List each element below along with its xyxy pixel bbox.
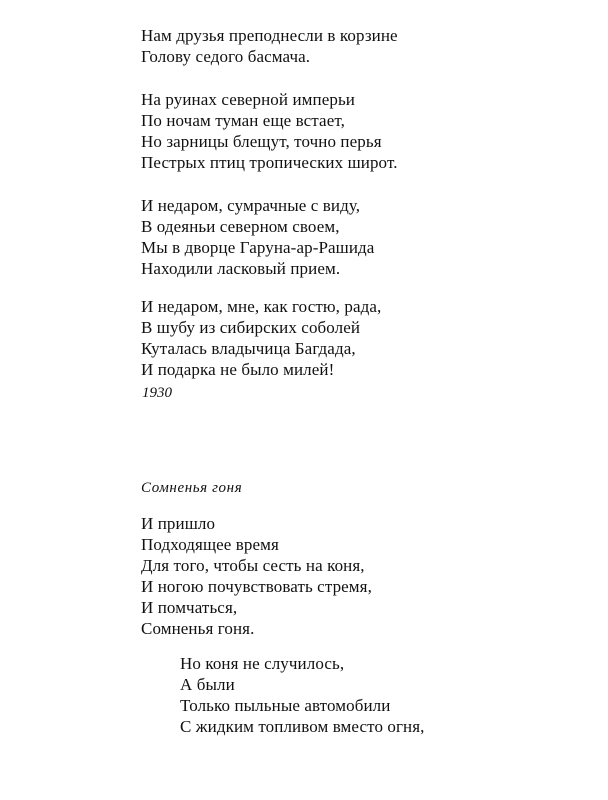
poem-line: И подарка не было милей!	[141, 360, 335, 379]
poem1-stanza-3	[141, 195, 374, 279]
poem-line: И недаром, сумрачные с виду,	[141, 196, 361, 215]
poem-line: И пришло	[141, 514, 216, 533]
poem-line: Но зарницы блещут, точно перья	[141, 132, 382, 151]
poem1-stanza-2	[141, 89, 398, 173]
poem1-stanza-1	[141, 25, 398, 67]
poem-line: Только пыльные автомобили	[180, 696, 391, 715]
poem-line: И ногою почувствовать стремя,	[141, 577, 372, 596]
poem-line: Но коня не случилось,	[180, 654, 345, 673]
poem-line: В одеяньи северном своем,	[141, 217, 340, 236]
poem2-title: Сомненья гоня	[141, 480, 243, 496]
poem-line: Пестрых птиц тропических широт.	[141, 153, 398, 172]
poem-line: Находили ласковый прием.	[141, 259, 341, 278]
poem-line: Куталась владычица Багдада,	[141, 339, 356, 358]
poem-line: И помчаться,	[141, 598, 238, 617]
poem-line: И недаром, мне, как гостю, рада,	[141, 297, 382, 316]
poem-line: Для того, чтобы сесть на коня,	[141, 556, 365, 575]
poem-line: По ночам туман еще встает,	[141, 111, 345, 130]
poem-line: Мы в дворце Гаруна-ар-Рашида	[141, 238, 375, 257]
poem-line: В шубу из сибирских соболей	[141, 318, 361, 337]
poem-line: На руинах северной имперьи	[141, 90, 356, 109]
poem2-stanza-1	[141, 513, 372, 639]
poem1-stanza-4	[141, 296, 381, 380]
poem-line: Сомненья гоня.	[141, 619, 255, 638]
poem1-date: 1930	[142, 385, 172, 401]
poem-line: Подходящее время	[141, 535, 279, 554]
poem2-stanza-2	[180, 653, 425, 737]
poem-line: А были	[180, 675, 235, 694]
poem-line: Нам друзья преподнесли в корзине	[141, 26, 398, 45]
poem-line: Голову седого басмача.	[141, 47, 311, 66]
poem-line: С жидким топливом вместо огня,	[180, 717, 425, 736]
